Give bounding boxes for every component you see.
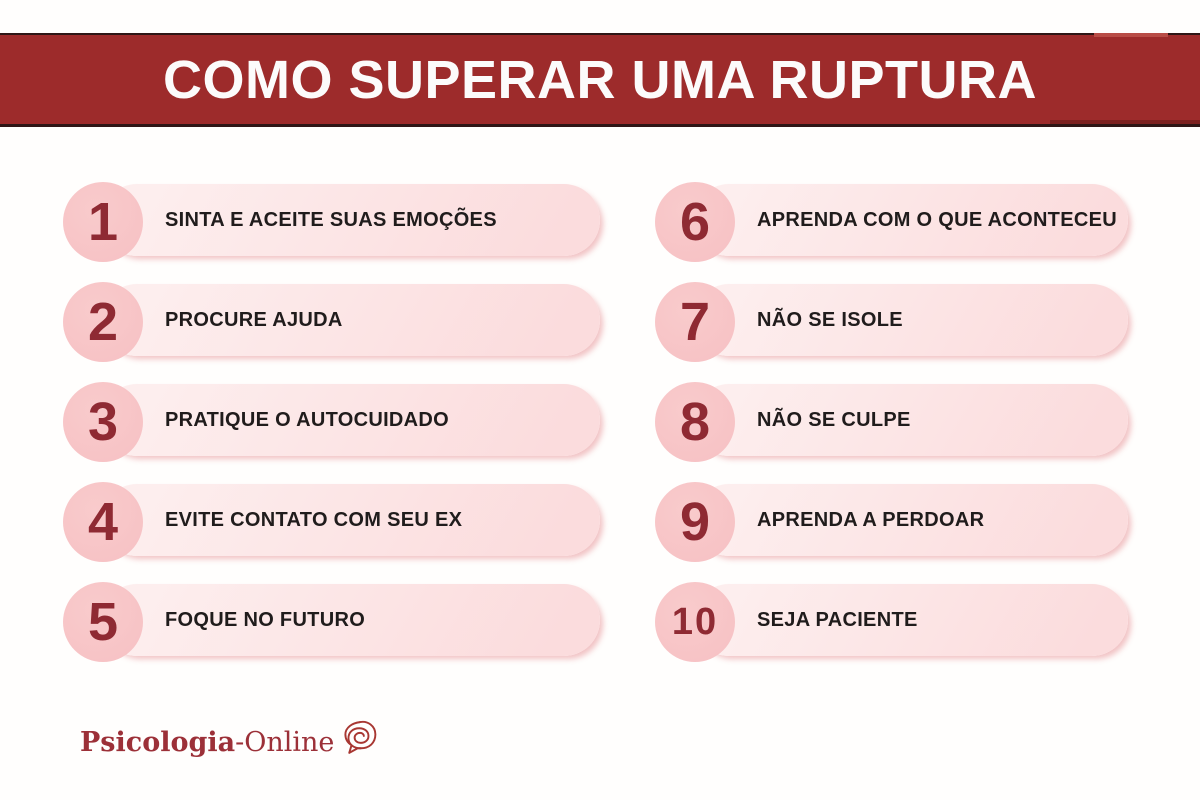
list-item — [655, 182, 1128, 262]
list-item — [63, 482, 600, 562]
item-pill — [101, 284, 600, 356]
item-pill — [101, 484, 600, 556]
brain-icon — [340, 719, 380, 761]
item-number: 9 — [679, 492, 711, 552]
number-badge — [655, 382, 735, 462]
list-item — [63, 582, 600, 662]
item-pill — [693, 584, 1128, 656]
item-label: NÃO SE CULPE — [757, 408, 911, 431]
number-badge — [63, 582, 143, 662]
item-label: EVITE CONTATO COM SEU EX — [165, 508, 463, 531]
item-label: SEJA PACIENTE — [757, 608, 918, 631]
list-item — [655, 382, 1128, 462]
item-number: 8 — [679, 392, 711, 452]
item-label: APRENDA COM O QUE ACONTECEU — [757, 208, 1117, 231]
item-pill — [101, 584, 600, 656]
list-item — [655, 482, 1128, 562]
item-label: NÃO SE ISOLE — [757, 308, 903, 331]
item-pill — [101, 184, 600, 256]
banner-edge-highlight — [1094, 33, 1168, 37]
brand-logo — [80, 720, 380, 764]
number-badge — [63, 182, 143, 262]
item-number: 2 — [87, 292, 119, 352]
item-number: 7 — [679, 292, 711, 352]
item-pill — [101, 384, 600, 456]
tips-column-right — [655, 182, 1128, 682]
number-badge — [655, 282, 735, 362]
tips-column-left — [63, 182, 600, 682]
item-number: 5 — [87, 592, 119, 652]
number-badge — [655, 182, 735, 262]
item-pill — [693, 384, 1128, 456]
number-badge — [655, 482, 735, 562]
item-pill — [693, 184, 1128, 256]
item-label: APRENDA A PERDOAR — [757, 508, 985, 531]
item-number: 1 — [87, 192, 119, 252]
item-number: 3 — [87, 392, 119, 452]
page-title: COMO SUPERAR UMA RUPTURA — [163, 49, 1037, 110]
number-badge — [63, 282, 143, 362]
item-number: 4 — [87, 492, 119, 552]
item-pill — [693, 484, 1128, 556]
list-item — [63, 182, 600, 262]
brand-name-rest: -Online — [235, 726, 335, 758]
item-number: 10 — [671, 601, 719, 643]
number-badge — [63, 482, 143, 562]
tips-list — [63, 182, 1128, 682]
title-banner — [0, 33, 1200, 127]
item-number: 6 — [679, 192, 711, 252]
list-item — [655, 282, 1128, 362]
brand-name-bold: Psicologia — [80, 726, 236, 758]
banner-edge-shadow — [1050, 120, 1200, 124]
number-badge — [655, 582, 735, 662]
item-label: PROCURE AJUDA — [165, 308, 343, 331]
item-label: SINTA E ACEITE SUAS EMOÇÕES — [165, 208, 497, 231]
list-item — [63, 282, 600, 362]
item-pill — [693, 284, 1128, 356]
item-label: FOQUE NO FUTURO — [165, 608, 366, 631]
item-label: PRATIQUE O AUTOCUIDADO — [165, 408, 450, 431]
number-badge — [63, 382, 143, 462]
list-item — [655, 582, 1128, 662]
list-item — [63, 382, 600, 462]
